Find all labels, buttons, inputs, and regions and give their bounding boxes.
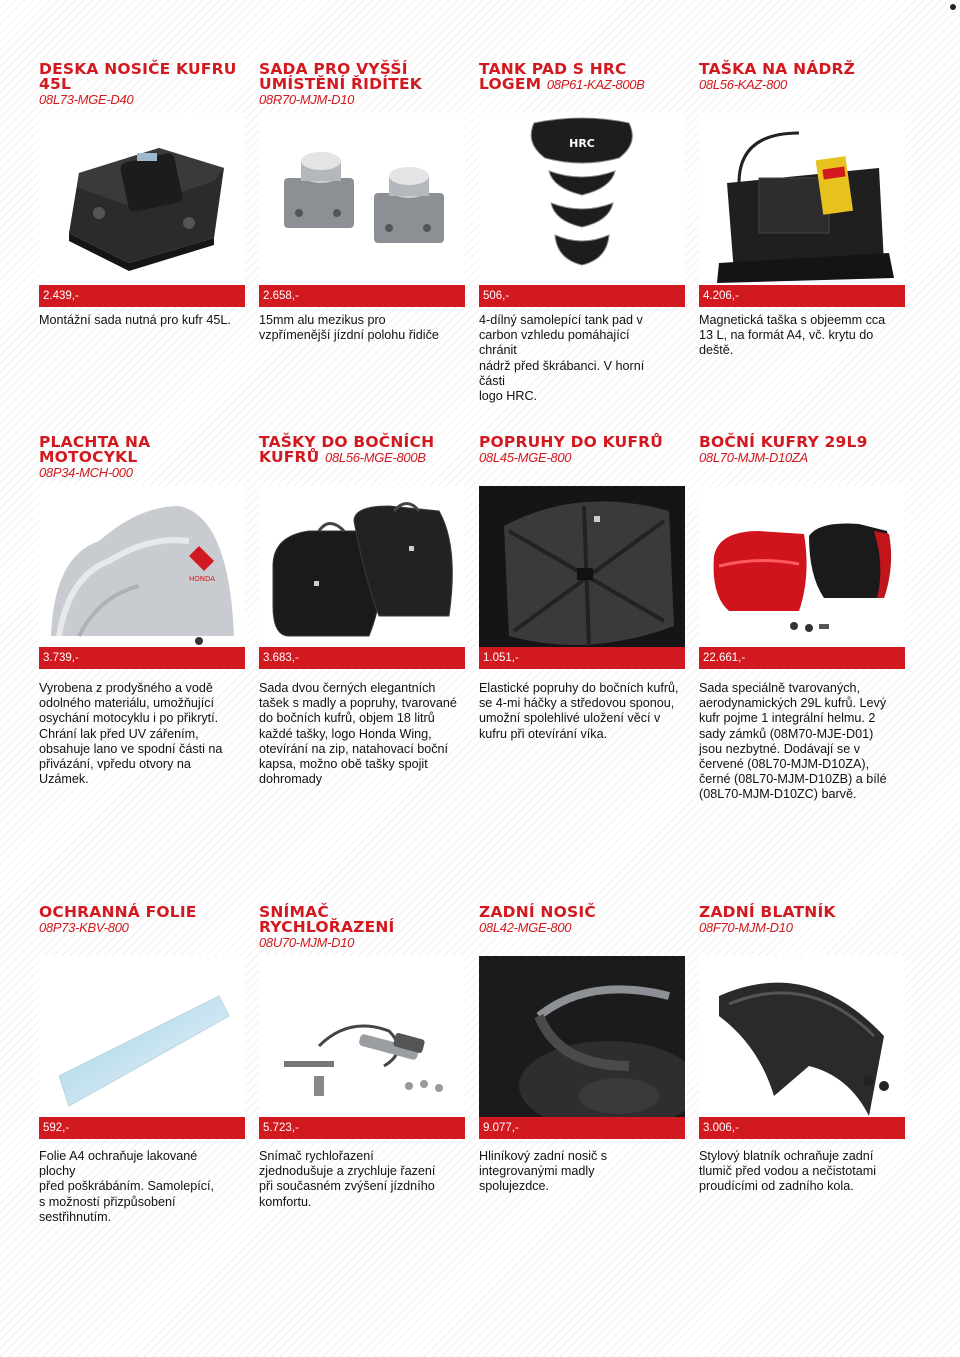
product-description: Elastické popruhy do bočních kufrů, se 4-mi háčky a středovou sponou, umožní spolehlivé uložení věcí v kufru při otevírání víka. bbox=[479, 681, 679, 741]
price-tag: 3.006,- bbox=[699, 1117, 905, 1139]
price-tag: 2.439,- bbox=[39, 285, 245, 307]
price-tag: 22.661,- bbox=[699, 647, 905, 669]
product-photo bbox=[699, 956, 905, 1128]
price-tag: 592,- bbox=[39, 1117, 245, 1139]
price-tag: 5.723,- bbox=[259, 1117, 465, 1139]
product-code: 08R70-MJM-D10 bbox=[259, 92, 355, 107]
price-tag: 4.206,- bbox=[699, 285, 905, 307]
product-card-tank-bag bbox=[699, 62, 909, 362]
product-description: Sada dvou černých elegantních tašek s madly a popruhy, tvarované do bočních kufrů, objem 18 litrů každé tašky, logo Honda Wing, otevírání na zip, natahovací boční kapsa, možno obě tašky spojit dohromady bbox=[259, 681, 457, 787]
product-photo bbox=[699, 486, 905, 658]
corner-mark bbox=[950, 4, 956, 10]
product-photo bbox=[699, 113, 905, 285]
product-title: PLACHTA NA MOTOCYKL bbox=[39, 433, 151, 466]
product-photo bbox=[479, 113, 685, 285]
product-card-inner-bags bbox=[259, 435, 469, 795]
product-photo bbox=[259, 956, 465, 1128]
product-code: 08L42-MGE-800 bbox=[479, 920, 572, 935]
product-card-bike-cover bbox=[39, 435, 249, 795]
product-code: 08L70-MJM-D10ZA bbox=[699, 450, 808, 465]
product-title: TAŠKY DO BOČNÍCH KUFRŮ 08L56-MGE-800B bbox=[259, 433, 435, 466]
product-title: DESKA NOSIČE KUFRU 45L bbox=[39, 60, 237, 93]
product-photo bbox=[479, 486, 685, 658]
product-code: 08F70-MJM-D10 bbox=[699, 920, 793, 935]
product-title: OCHRANNÁ FOLIE bbox=[39, 903, 197, 921]
price-tag: 9.077,- bbox=[479, 1117, 685, 1139]
product-card-rear-fender bbox=[699, 905, 909, 1235]
product-photo bbox=[259, 486, 465, 658]
product-code: 08P61-KAZ-800B bbox=[546, 77, 645, 92]
product-card-side-cases bbox=[699, 435, 909, 815]
product-card-rear-carrier bbox=[479, 905, 689, 1235]
product-description: Magnetická taška s objeemm cca 13 L, na formát A4, vč. krytu do deště. bbox=[699, 313, 886, 358]
product-photo bbox=[39, 956, 245, 1128]
product-title: TAŠKA NA NÁDRŽ bbox=[699, 60, 856, 78]
price-tag: 1.051,- bbox=[479, 647, 685, 669]
hrc-logo-text: HRC bbox=[569, 137, 595, 150]
product-description: Stylový blatník ochraňuje zadní tlumič před vodou a nečistotami proudícími od zadního kola. bbox=[699, 1149, 877, 1194]
product-card-protective-film bbox=[39, 905, 249, 1235]
price-tag: 506,- bbox=[479, 285, 685, 307]
product-description: 15mm alu mezikus pro vzpřímenější jízdní polohu řidiče bbox=[259, 313, 439, 343]
product-description: Sada speciálně tvarovaných, aerodynamických 29L kufrů. Levý kufr pojme 1 integrální helmu. 2 sady zámků (08M70-MJE-D01) jsou nezbytné. Dodávají se v červené (08L70-MJM-D10ZA), černé (08L70-MJM-D10ZB) a bílé (08L70-MJM-D10ZC) barvě. bbox=[699, 681, 887, 802]
product-description: Folie A4 ochraňuje lakované plochy před poškrábáním. Samolepící, s možností přizpůsobení sestřihnutím. bbox=[39, 1149, 215, 1224]
product-description: Montážní sada nutná pro kufr 45L. bbox=[39, 313, 231, 327]
product-card-handlebar-risers bbox=[259, 62, 469, 362]
product-title: BOČNÍ KUFRY 29L9 bbox=[699, 433, 868, 451]
product-title: TANK PAD S HRC LOGEM 08P61-KAZ-800B bbox=[479, 60, 645, 93]
product-card-top-case-plate bbox=[39, 62, 249, 362]
product-code: 08L45-MGE-800 bbox=[479, 450, 572, 465]
product-photo bbox=[39, 113, 245, 285]
price-tag: 2.658,- bbox=[259, 285, 465, 307]
product-title: SADA PRO VYŠŠÍ UMÍSTĚNÍ ŘIDÍTEK bbox=[259, 60, 422, 93]
product-code: 08L73-MGE-D40 bbox=[39, 92, 134, 107]
price-tag: 3.683,- bbox=[259, 647, 465, 669]
product-title: POPRUHY DO KUFRŮ bbox=[479, 433, 664, 451]
product-photo bbox=[259, 113, 465, 285]
product-description: Vyrobena z prodyšného a vodě odolného materiálu, umožňující osychání motocyklu i po přikrytí. Chrání lak před UV zářením, obsahuje lano ve spodní části na přivázání, vpředu otvory na Uzámek. bbox=[39, 681, 223, 787]
product-code: 08L56-MGE-800B bbox=[325, 450, 426, 465]
product-code: 08P34-MCH-000 bbox=[39, 465, 133, 480]
product-card-case-straps bbox=[479, 435, 689, 795]
product-title: SNÍMAČ RYCHLOŘAZENÍ bbox=[259, 903, 395, 936]
product-description: Snímač rychlořazení zjednodušuje a zrychluje řazení při současném zvýšení jízdního komfortu. bbox=[259, 1149, 436, 1209]
product-code: 08P73-KBV-800 bbox=[39, 920, 129, 935]
product-photo bbox=[39, 486, 245, 658]
product-title: ZADNÍ BLATNÍK bbox=[699, 903, 836, 921]
product-card-quickshifter bbox=[259, 905, 469, 1235]
price-tag: 3.739,- bbox=[39, 647, 245, 669]
product-description: 4-dílný samolepící tank pad v carbon vzhledu pomáhající chránit nádrž před škrábanci. V horní části logo HRC. bbox=[479, 313, 645, 404]
product-photo bbox=[479, 956, 685, 1128]
product-card-tank-pad bbox=[479, 62, 689, 402]
product-code: 08L56-KAZ-800 bbox=[699, 77, 787, 92]
product-title: ZADNÍ NOSIČ bbox=[479, 903, 596, 921]
product-description: Hliníkový zadní nosič s integrovanými madly spolujezdce. bbox=[479, 1149, 608, 1194]
honda-wing-text: HONDA bbox=[188, 575, 216, 583]
product-code: 08U70-MJM-D10 bbox=[259, 935, 355, 950]
